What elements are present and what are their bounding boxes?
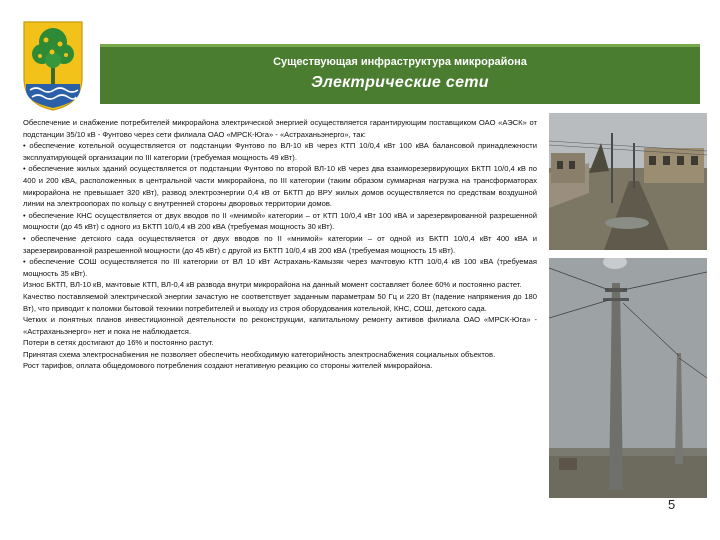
- body-text: [23, 117, 537, 372]
- paragraph: Износ БКТП, ВЛ-10 кВ, мачтовые КТП, ВЛ-0,4 кВ развода внутри микрорайона на данный момент составляет более 60% и постоянно растет.: [23, 280, 522, 290]
- paragraph: Четких и понятных планов инвестиционной деятельности по реконструкции, капитальному ремонту активов филиала ОАО «МРСК-Юга» - «Астраханьэнерго» нет и пока не наблюдается.: [23, 315, 537, 336]
- paragraph: Рост тарифов, оплата общедомового потребления создают негативную реакцию со стороны жителей микрорайона.: [23, 361, 433, 371]
- page-number: 5: [668, 497, 676, 512]
- header-accent-line: [100, 44, 700, 47]
- paragraph: Принятая схема электроснабжения не позволяет обеспечить необходимую категорийность электроснабжения социальных объектов.: [23, 349, 496, 359]
- paragraph: • обеспечение детского сада осуществляется от двух вводов по II «мнимой» категории – от одной из БКТП 10/0,4 кВт 400 кВА и зарезервированной разрешенной мощности (до 45 кВт) с другой из БКТП 10/0,4 кВ 200 кВА (требуемая мощность 15 кВт).: [23, 233, 537, 255]
- utility-pole-photo: [549, 258, 707, 498]
- coat-of-arms-icon: [22, 20, 84, 112]
- paragraph: • обеспечение котельной осуществляется от подстанции Фунтово по ВЛ-10 кВ через КТП 10/0,4 кВт 100 кВА балансовой принадлежности эксплуатирующей организации по III категории (требуемая мощность 49 кВт).: [23, 141, 537, 162]
- paragraph: • обеспечение СОШ осуществляется по III категории от ВЛ 10 кВт Астрахань-Камызяк через мачтовую КТП 10/0,4 кВ 100 кВА (требуемая мощность 35 кВт).: [23, 257, 537, 278]
- paragraph: Качество поставляемой электрической энергии зачастую не соответствует заданным параметрам 50 Гц и 220 Вт (падение напряжения до 180 Вт), что приводит к поломки бытовой техники потребителей и выходу из строя оборудования котельной, КНС, СОШ, детского сада.: [23, 291, 537, 313]
- paragraph: Потери в сетях достигают до 16% и постоянно растут.: [23, 338, 214, 348]
- slide-title: Электрические сети: [311, 74, 489, 91]
- paragraph: • обеспечение жилых зданий осуществляется от подстанции Фунтово по второй ВЛ-10 кВ через два взаиморезервирующих БКТП 10/0,4 кВ по 400 и 200 кВА, расположенных в центральной части микрорайона, по III категории (таким образом суммарная нагрузка на трансформаторах микрорайона не превышает 320 кВт), развод электроэнергии 0,4 кВ от БКТП до ВРУ жилых домов осуществляется по средствам воздушной линии на электроопорах по кольцу с внутренней стороны дворовых территории домов.: [23, 164, 537, 209]
- slide-subtitle: Существующая инфраструктура микрорайона: [273, 56, 527, 68]
- paragraph: Обеспечение и снабжение потребителей микрорайона электрической энергией осуществляется гарантирующим поставщиком ОАО «АЭСК» от подстанции 35/10 кВ - Фунтово через сети филиала ОАО «МРСК-Юга» - «Астраханьэнерго», так:: [23, 118, 537, 139]
- paragraph: • обеспечение КНС осуществляется от двух вводов по II «мнимой» категории – от КТП 10/0,4 кВт 100 кВА и зарезервированной разрешенной мощности (до 45 кВт) с одного из БКТП 10/0,4 кВ 200 кВА (требуемая мощность 30 кВт).: [23, 210, 537, 232]
- street-photo: [549, 113, 707, 250]
